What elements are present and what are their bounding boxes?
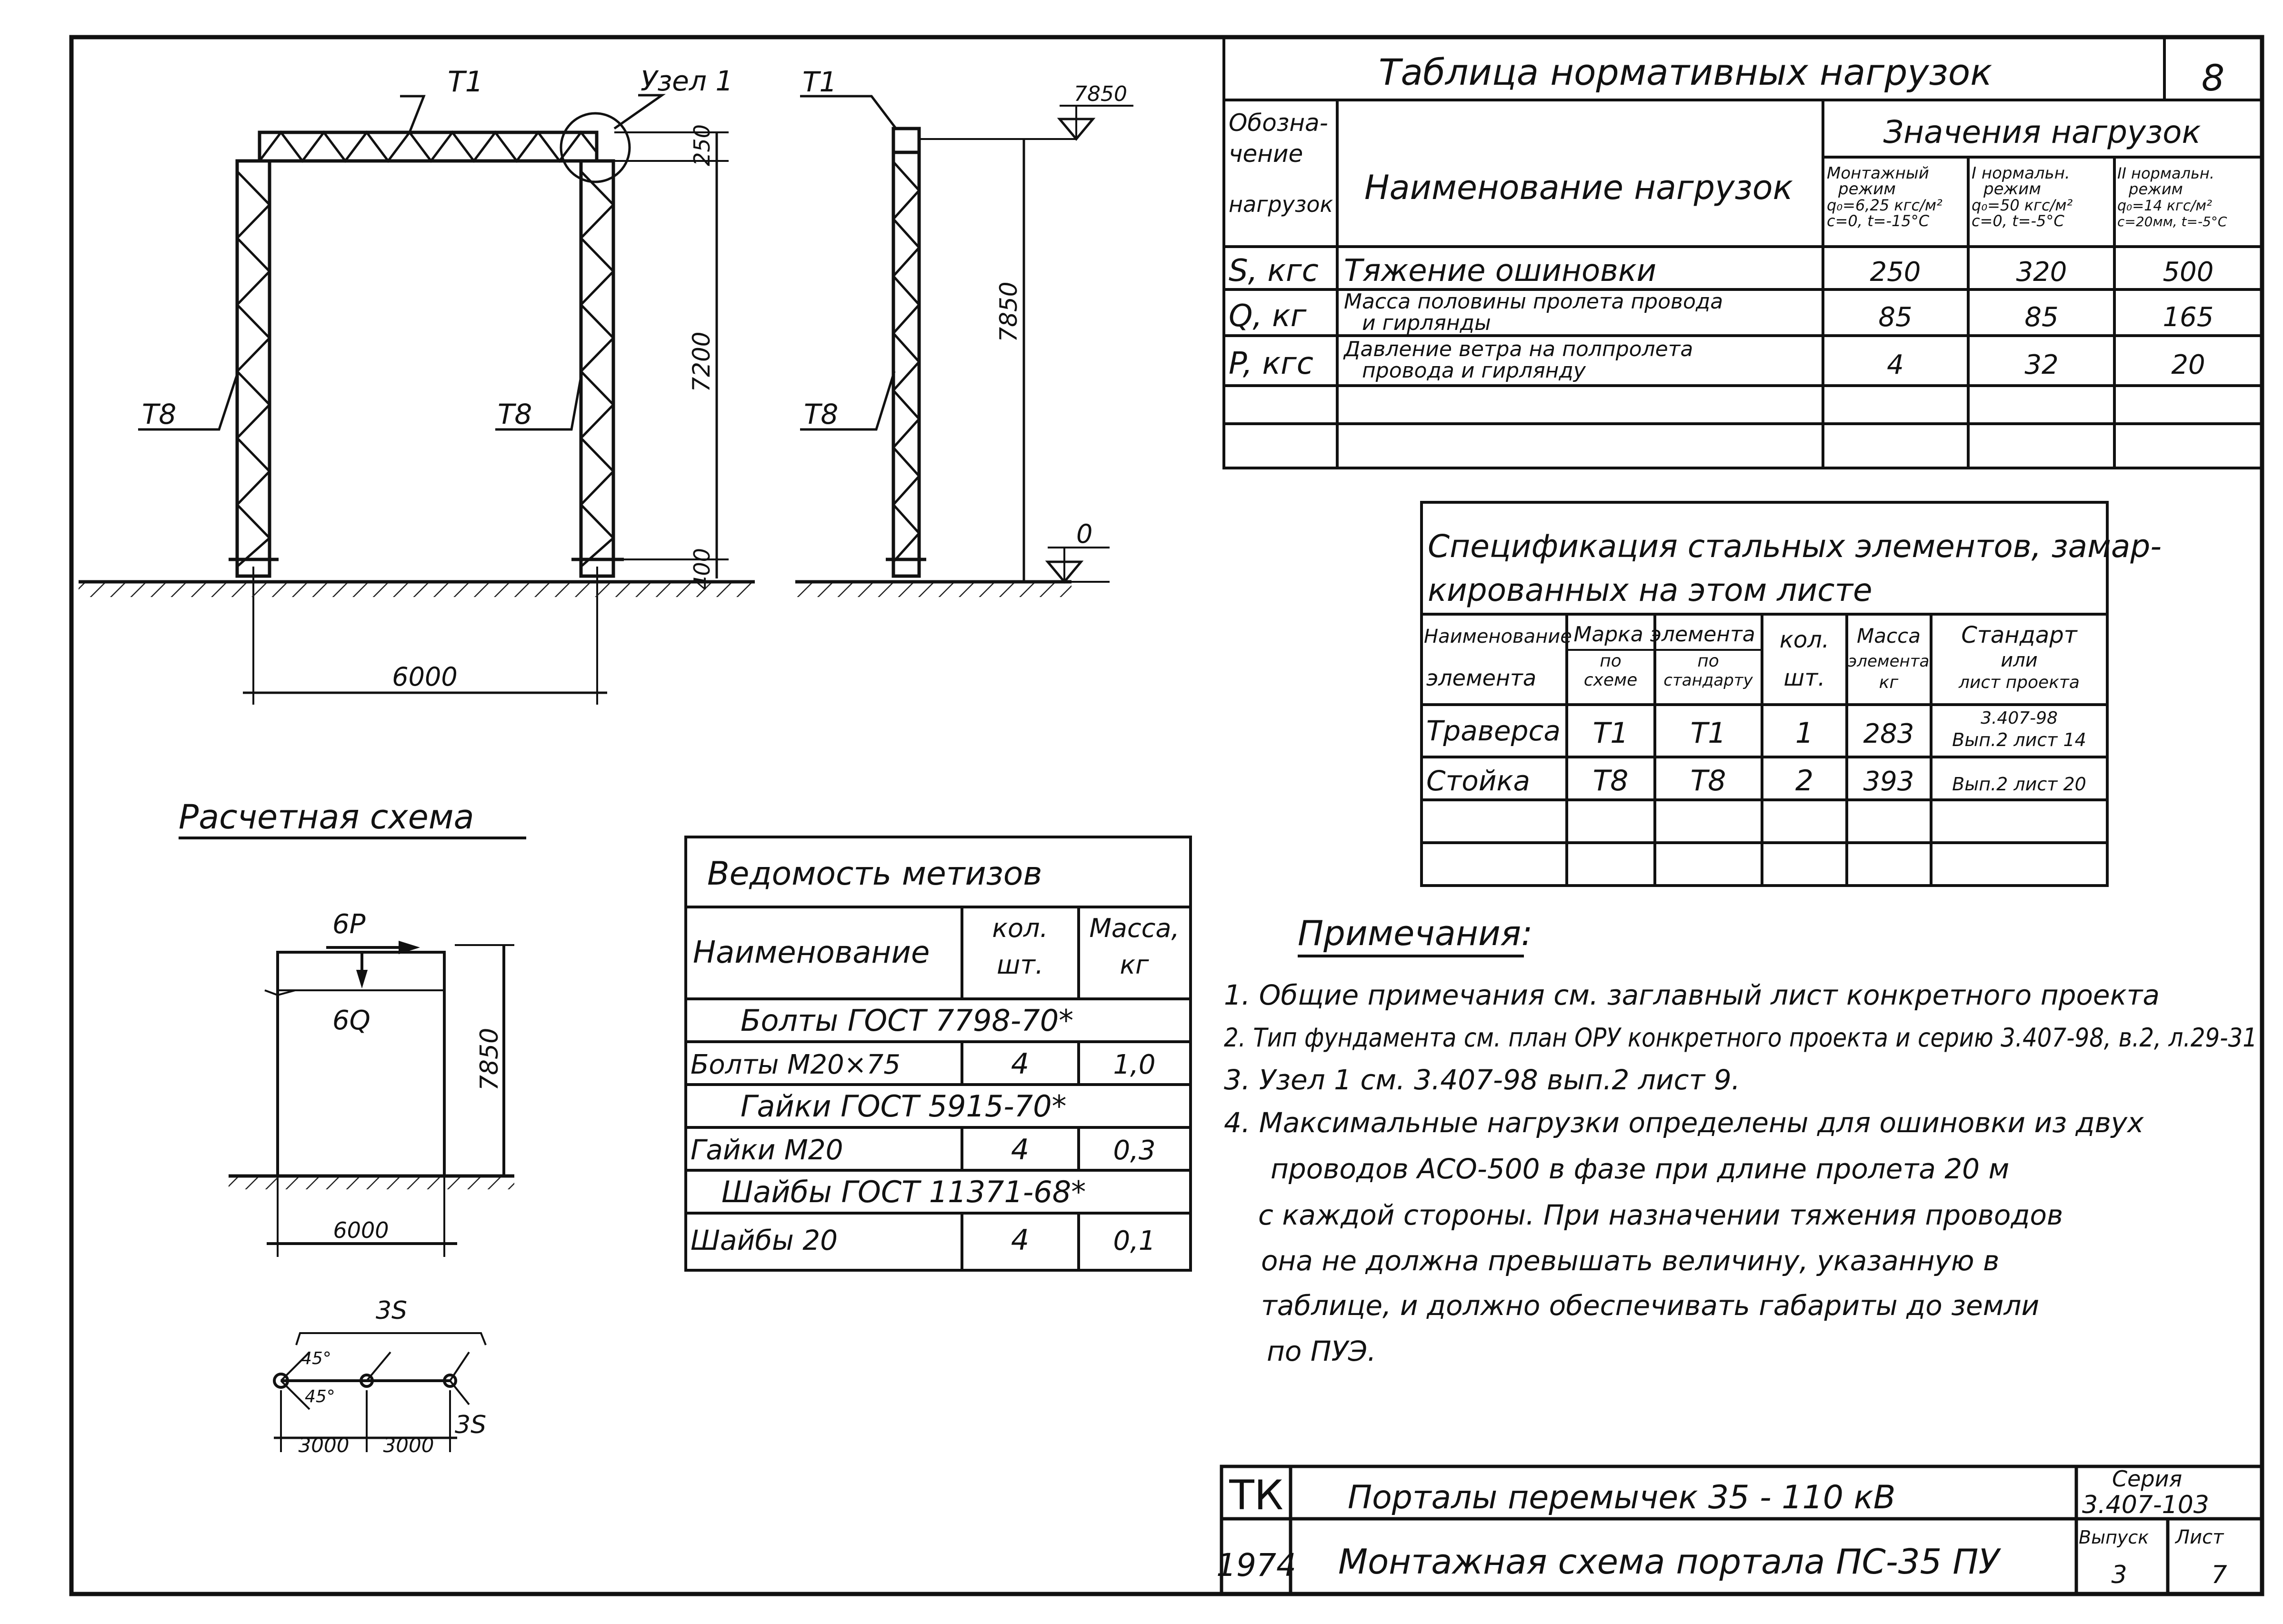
spec-h-mass-3: кг (1879, 673, 1899, 692)
loads-mode3-l1: II нормальн. (2117, 164, 2215, 182)
loads-row1-v3: 500 (2163, 257, 2214, 288)
spec-row2-qty: 2 (1795, 764, 1814, 797)
loads-mode2-l3: q₀=50 кгс/м² (1972, 196, 2073, 214)
spec-h-qty-2: шт. (1783, 665, 1825, 691)
hardware-h-qty-1: кол. (992, 913, 1048, 943)
note-2: 2. Тип фундамента см. план ОРУ конкретного проекта и серию 3.407-98, в.2, л.29-31 (1224, 1023, 2257, 1053)
note-4-line-4: она не должна превышать величину, указанную в (1261, 1245, 2000, 1277)
hardware-h-mass-1: Масса, (1089, 913, 1180, 943)
hardware-washers-mass: 0,1 (1113, 1225, 1156, 1256)
title-issue-value: 3 (2111, 1561, 2127, 1589)
loads-row1-name: Тяжение ошиновки (1344, 253, 1657, 289)
node-1-label: Узел 1 (641, 65, 733, 97)
spec-row2-ref-1: Вып.2 лист 20 (1952, 774, 2086, 795)
loads-row2-name-1: Масса половины пролета провода (1344, 289, 1723, 314)
loads-row3-v3: 20 (2171, 349, 2205, 380)
calc-plan-dim-2: 3000 (383, 1434, 434, 1457)
spec-h-standard-1: по (1697, 651, 1719, 671)
spec-h-name-1: Наименование (1424, 626, 1572, 648)
title-org: ТК (1229, 1472, 1283, 1519)
front-dim-6000: 6000 (392, 662, 458, 692)
loads-sheet-number: 8 (2201, 57, 2225, 99)
loads-mode2-l1: I нормальн. (1972, 164, 2070, 183)
note-4-line-2: проводов АСО-500 в фазе при длине пролета 20 м (1271, 1153, 2010, 1185)
loads-mode3-l3: q₀=14 кгс/м² (2117, 198, 2213, 214)
spec-row2-name: Стойка (1426, 765, 1531, 797)
loads-h-designation-2: чение (1229, 140, 1303, 168)
loads-row1-v1: 250 (1870, 257, 1921, 288)
front-dim-400: 400 (689, 548, 715, 590)
hardware-bolts-name: Болты М20×75 (691, 1049, 901, 1080)
spec-h-std-2: или (2001, 649, 2038, 671)
calc-height: 7850 (475, 1027, 504, 1091)
spec-row2-standard: T8 (1690, 764, 1726, 797)
loads-row3-v1: 4 (1887, 349, 1904, 380)
spec-row1-name: Траверса (1426, 715, 1561, 747)
front-dim-250: 250 (689, 124, 715, 166)
spec-h-mass-2: элемента (1848, 652, 1930, 671)
hardware-h-mass-2: кг (1120, 950, 1149, 980)
title-year: 1974 (1216, 1547, 1296, 1584)
note-4-line-3: с каждой стороны. При назначении тяжения проводов (1258, 1199, 2063, 1231)
side-dim-height: 7850 (995, 281, 1022, 342)
spec-row2-mass: 393 (1863, 766, 1914, 797)
note-1: 1. Общие примечания см. заглавный лист конкретного проекта (1224, 979, 2160, 1011)
hardware-h-name: Наименование (693, 935, 930, 970)
calc-plan-dim-1: 3000 (298, 1434, 350, 1457)
loads-row1-v2: 320 (2016, 257, 2067, 288)
loads-mode1-l3: q₀=6,25 кгс/м² (1827, 196, 1943, 214)
front-portal-view (138, 95, 729, 705)
hardware-group-nuts: Гайки ГОСТ 5915-70* (741, 1089, 1067, 1124)
spec-row1-scheme: T1 (1592, 717, 1629, 750)
loads-row2-designation: Q, кг (1229, 299, 1307, 334)
note-4-line-5: таблице, и должно обеспечивать габариты до земли (1261, 1289, 2040, 1322)
title-line-2: Монтажная схема портала ПС-35 ПУ (1338, 1542, 2000, 1582)
title-line-1: Порталы перемычек 35 - 110 кВ (1348, 1479, 1896, 1516)
loads-mode1-l2: режим (1838, 179, 1896, 199)
calc-span: 6000 (333, 1217, 389, 1243)
side-t1-label: T1 (802, 66, 837, 98)
spec-row1-standard: T1 (1690, 717, 1726, 750)
loads-h-name: Наименование нагрузок (1364, 168, 1793, 207)
spec-h-mass-1: Масса (1857, 624, 1921, 648)
spec-row1-mass: 283 (1863, 718, 1914, 749)
hardware-h-qty-2: шт. (996, 950, 1044, 980)
hardware-nuts-qty: 4 (1011, 1133, 1030, 1166)
hardware-nuts-mass: 0,3 (1113, 1135, 1156, 1166)
loads-mode1-l4: c=0, t=-15°C (1827, 212, 1930, 230)
loads-row2-name-2: и гирлянды (1362, 311, 1491, 335)
side-level-top: 7850 (1074, 82, 1127, 106)
loads-table (1224, 37, 2262, 468)
loads-h-designation-3: нагрузок (1229, 191, 1333, 217)
loads-row3-designation: P, кгс (1229, 346, 1313, 381)
notes-title: Примечания: (1298, 913, 1533, 953)
title-series-value: 3.407-103 (2082, 1491, 2209, 1519)
spec-h-standard-2: стандарту (1663, 671, 1753, 690)
calc-plan-3s-top: 3S (375, 1296, 408, 1325)
spec-h-name-2: элемента (1426, 665, 1537, 691)
loads-table-title: Таблица нормативных нагрузок (1379, 51, 1993, 93)
front-t8-right-label: T8 (498, 398, 532, 430)
spec-row1-qty: 1 (1795, 717, 1814, 750)
loads-row2-v1: 85 (1878, 302, 1913, 333)
spec-title-2: кированных на этом листе (1428, 572, 1872, 608)
ground-hatch-side (795, 582, 1071, 597)
loads-mode3-l2: режим (2129, 180, 2183, 198)
note-4-line-1: 4. Максимальные нагрузки определены для ошиновки из двух (1224, 1106, 2144, 1139)
loads-row3-v2: 32 (2024, 349, 2059, 380)
title-sheet-label: Лист (2175, 1526, 2224, 1548)
side-level-zero: 0 (1076, 519, 1093, 549)
calc-load-p: 6P (332, 909, 366, 940)
calc-scheme-title: Расчетная схема (179, 797, 474, 837)
spec-h-qty-1: кол. (1779, 627, 1830, 653)
hardware-washers-name: Шайбы 20 (691, 1224, 838, 1256)
loads-row3-name-1: Давление ветра на полпролета (1344, 337, 1693, 361)
hardware-nuts-name: Гайки М20 (691, 1134, 843, 1166)
spec-h-scheme-2: схеме (1583, 670, 1638, 690)
hardware-group-bolts: Болты ГОСТ 7798-70* (741, 1003, 1074, 1038)
note-4-line-6: по ПУЭ. (1267, 1335, 1376, 1367)
hardware-bolts-qty: 4 (1011, 1047, 1030, 1081)
title-issue-label: Выпуск (2079, 1527, 2149, 1548)
loads-mode2-l4: c=0, t=-5°C (1972, 212, 2064, 230)
spec-h-scheme-1: по (1600, 651, 1622, 671)
loads-mode2-l2: режим (1983, 179, 2041, 199)
ground-hatch-front (79, 582, 755, 597)
loads-h-values: Значения нагрузок (1883, 114, 2201, 150)
hardware-bolts-mass: 1,0 (1113, 1049, 1156, 1080)
side-portal-view (800, 96, 1133, 582)
spec-row2-scheme: T8 (1592, 764, 1629, 797)
note-3: 3. Узел 1 см. 3.407-98 вып.2 лист 9. (1224, 1064, 1741, 1096)
hardware-washers-qty: 4 (1011, 1224, 1030, 1257)
calc-angle-1: 45° (301, 1349, 331, 1368)
side-t8-label: T8 (804, 398, 839, 430)
calc-angle-2: 45° (305, 1387, 335, 1406)
loads-row1-designation: S, кгс (1229, 253, 1319, 289)
spec-row1-ref-2: Вып.2 лист 14 (1952, 729, 2086, 750)
spec-row1-ref-1: 3.407-98 (1981, 708, 2058, 728)
spec-title-1: Спецификация стальных элементов, замар- (1428, 528, 2162, 565)
spec-h-std-3: лист проекта (1959, 673, 2080, 692)
hardware-title: Ведомость метизов (707, 855, 1042, 893)
calc-scheme-frame (265, 943, 514, 1257)
loads-row2-v3: 165 (2163, 302, 2214, 333)
front-t8-left-label: T8 (142, 398, 177, 430)
hardware-group-washers: Шайбы ГОСТ 11371-68* (721, 1175, 1086, 1209)
front-t1-label: T1 (448, 65, 483, 99)
calc-load-q: 6Q (332, 1005, 370, 1036)
front-dim-7200: 7200 (688, 331, 715, 392)
calc-plan-3s-right: 3S (455, 1411, 487, 1439)
loads-row2-v2: 85 (2024, 302, 2059, 333)
title-sheet-value: 7 (2211, 1561, 2227, 1589)
loads-row3-name-2: провода и гирлянду (1362, 359, 1586, 383)
spec-h-std-1: Стандарт (1961, 622, 2077, 648)
loads-mode3-l4: c=20мм, t=-5°C (2117, 214, 2227, 229)
title-series-label: Серия (2112, 1466, 2183, 1492)
spec-h-mark: Марка элемента (1573, 622, 1755, 647)
loads-mode1-l1: Монтажный (1827, 164, 1929, 183)
loads-h-designation-1: Обозна- (1229, 109, 1328, 137)
ground-hatch-calc (229, 1176, 514, 1189)
